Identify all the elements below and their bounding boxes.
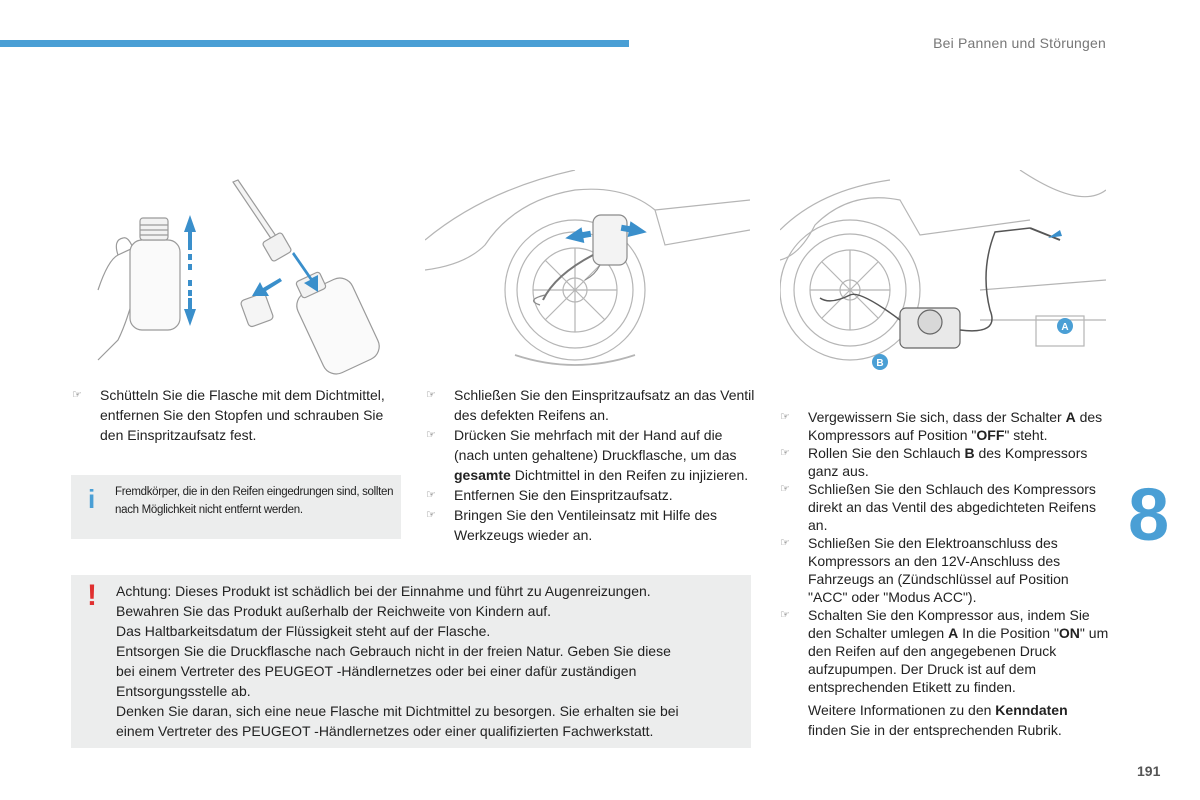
step-item: ☞ Schließen Sie den Elektroanschluss des Kompressors an den 12V-Anschluss des Fahrzeugs an (Zündschlüssel auf Position "ACC" oder "Modus ACC"). xyxy=(780,535,1069,605)
finger-bullet-icon: ☞ xyxy=(780,411,790,423)
steps-column-2 xyxy=(426,385,756,545)
header-accent-bar xyxy=(0,40,629,47)
step-item: ☞ Drücken Sie mehrfach mit der Hand auf die (nach unten gehaltene) Druckflasche, um das gesamte Dichtmittel in den Reifen zu injizieren. xyxy=(426,427,749,483)
illustration-shake-bottle xyxy=(88,170,410,380)
step-item: ☞ Schließen Sie den Schlauch des Kompressors direkt an das Ventil des abgedichteten Reifens an. xyxy=(780,481,1096,533)
chapter-number: 8 xyxy=(1128,473,1170,556)
info-text: Fremdkörper, die in den Reifen eingedrungen sind, sollten nach Möglichkeit nicht entfernt werden. xyxy=(115,486,394,516)
finger-bullet-icon: ☞ xyxy=(780,447,790,459)
info-icon: i xyxy=(88,484,96,514)
illustration-compressor xyxy=(780,170,1106,380)
step-item: ☞ Bringen Sie den Ventileinsatz mit Hilfe des Werkzeugs wieder an. xyxy=(426,507,718,543)
additional-info-note: Weitere Informationen zu den Kenndaten finden Sie in der entsprechenden Rubrik. xyxy=(808,702,1068,738)
info-note xyxy=(71,475,401,539)
step-item: ☞ Entfernen Sie den Einspritzaufsatz. xyxy=(426,487,673,503)
illustration-inject-sealant xyxy=(425,170,750,380)
label-a: A xyxy=(1061,322,1069,333)
finger-bullet-icon: ☞ xyxy=(426,489,436,501)
step-item: ☞ Vergewissern Sie sich, dass der Schalter A des Kompressors auf Position "OFF" steht. xyxy=(780,409,1103,443)
steps-column-1 xyxy=(72,385,402,445)
label-b: B xyxy=(876,358,884,369)
steps-column-3 xyxy=(780,408,1110,696)
step-item: ☞ Schütteln Sie die Flasche mit dem Dichtmittel, entfernen Sie den Stopfen und schrauben Sie den Einspritzaufsatz fest. xyxy=(72,387,385,443)
finger-bullet-icon: ☞ xyxy=(426,389,436,401)
warning-icon: ! xyxy=(87,579,97,612)
finger-bullet-icon: ☞ xyxy=(780,483,790,495)
warning-box xyxy=(71,575,751,748)
finger-bullet-icon: ☞ xyxy=(72,389,82,401)
finger-bullet-icon: ☞ xyxy=(426,429,436,441)
section-title: Bei Pannen und Störungen xyxy=(933,35,1106,51)
step-item: ☞ Schließen Sie den Einspritzaufsatz an das Ventil des defekten Reifens an. xyxy=(426,387,755,423)
finger-bullet-icon: ☞ xyxy=(780,609,790,621)
warning-text: Achtung: Dieses Produkt ist schädlich bei der Einnahme und führt zu Augenreizungen. Bewahren Sie das Produkt außerhalb der Reichweite von Kindern auf. Das Haltbarkeitsdatum der Flüssigkeit steht auf der Flasche. Entsorgen Sie die Druckflasche nach Gebrauch nicht in der freien Natur. Geben Sie diese bei einem Vertreter des PEUGEOT -Händlernetzes oder bei einer dafür zuständigen Entsorgungsstelle ab. Denken Sie daran, sich eine neue Flasche mit Dichtmittel zu besorgen. Sie erhalten sie bei einem Vertreter des PEUGEOT -Händlernetzes oder einer qualifizierten Fachwerkstatt. xyxy=(116,583,679,739)
step-item: ☞ Rollen Sie den Schlauch B des Kompressors ganz aus. xyxy=(780,445,1088,479)
finger-bullet-icon: ☞ xyxy=(426,509,436,521)
page-number: 191 xyxy=(1137,763,1161,779)
step-item: ☞ Schalten Sie den Kompressor aus, indem Sie den Schalter umlegen A In die Position "ON" um den Reifen auf den angegebenen Druck aufzupumpen. Der Druck ist auf dem entsprechenden Etikett zu finden. xyxy=(780,607,1109,695)
finger-bullet-icon: ☞ xyxy=(780,537,790,549)
